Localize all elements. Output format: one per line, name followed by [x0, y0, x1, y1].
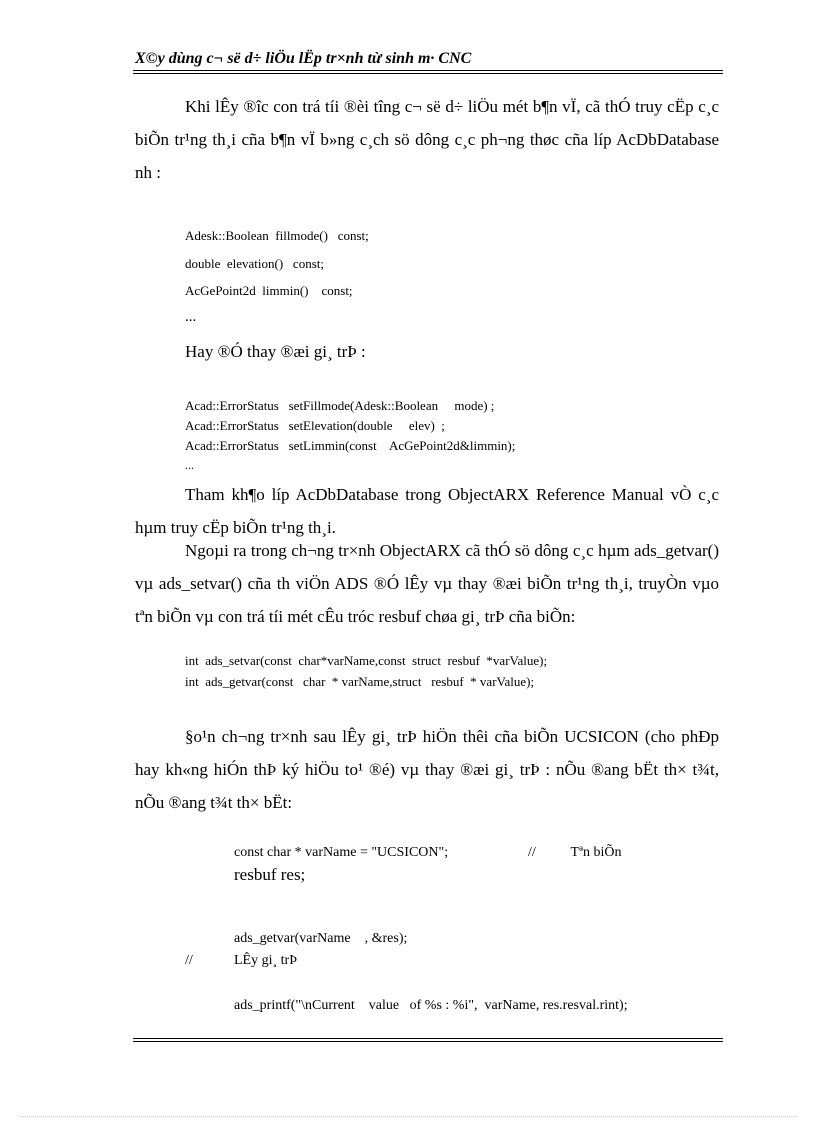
code-getter-1: Adesk::Boolean fillmode() const; — [185, 228, 369, 243]
page-header-title: X©y dùng c¬ së d÷ liÖu lËp tr×nh từ sinh m· CNC — [135, 50, 472, 67]
paragraph-ads-text: Ngoµi ra trong ch¬ng tr×nh ObjectARX cã thÓ sö dông c¸c hµm ads_getvar() vµ ads_setvar() cña th viÖn ADS ®Ó lÊy vµ thay ®æi biÕn tr¹ng th¸i, truyÒn vµo tªn biÕn vµ con trá tíi mét cÊu tróc resbuf chøa gi¸ trÞ cña biÕn: — [135, 541, 719, 626]
paragraph-sample — [135, 720, 719, 819]
footer-rule — [133, 1038, 723, 1042]
code-sample-line-3: ads_getvar(varName , &res); — [234, 931, 408, 946]
code-setter-1: Acad::ErrorStatus setFillmode(Adesk::Boolean mode) ; — [185, 398, 495, 413]
code-ads-getvar: int ads_getvar(const char * varName,struct resbuf * varValue); — [185, 674, 535, 689]
code-setter-2: Acad::ErrorStatus setElevation(double elev) ; — [185, 418, 445, 433]
page-bottom-edge — [20, 1116, 796, 1117]
code-setter-3: Acad::ErrorStatus setLimmin(const AcGePoint2d&limmin); — [185, 438, 516, 453]
code-sample-comment-2: LÊy gi¸ trÞ — [234, 953, 297, 968]
code-ellipsis-2: ... — [185, 458, 194, 472]
code-sample-line-4: ads_printf("\nCurrent value of %s : %i", varName, res.resval.rint); — [234, 998, 628, 1013]
paragraph-reference-text: Tham kh¶o líp AcDbDatabase trong ObjectARX Reference Manual vÒ c¸c hµm truy cËp biÕn tr¹ng th¸i. — [135, 485, 719, 537]
code-sample-comment-2-marker: // — [185, 953, 193, 968]
header-rule — [133, 70, 723, 74]
code-getter-2: double elevation() const; — [185, 256, 324, 271]
code-sample-comment-1: // Tªn biÕn — [528, 845, 622, 860]
paragraph-intro-text: Khi lÊy ®îc con trá tíi ®èi tîng c¬ së d÷ liÖu mét b¶n vÏ, cã thÓ truy cËp c¸c biÕn tr¹ng th¸i cña b¶n vÏ b»ng c¸ch sö dông c¸c ph¬ng thøc cña líp AcDbDatabase nh : — [135, 97, 719, 182]
paragraph-intro — [135, 90, 719, 189]
paragraph-ads — [135, 534, 719, 633]
paragraph-sample-text: §o¹n ch¬ng tr×nh sau lÊy gi¸ trÞ hiÖn thêi cña biÕn UCSICON (cho phÐp hay kh«ng hiÓn thÞ ký hiÖu to¹ ®é) vµ thay ®æi gi¸ trÞ : nÕu ®ang bËt th× t¾t, nÕu ®ang t¾t th× bËt: — [135, 727, 719, 812]
paragraph-hay: Hay ®Ó thay ®æi gi¸ trÞ : — [185, 342, 366, 361]
code-getter-3: AcGePoint2d limmin() const; — [185, 283, 353, 298]
code-ellipsis-1: ... — [185, 309, 197, 325]
code-ads-setvar: int ads_setvar(const char*varName,const struct resbuf *varValue); — [185, 653, 548, 668]
code-sample-line-1: const char * varName = "UCSICON"; — [234, 845, 449, 860]
code-sample-line-2: resbuf res; — [234, 865, 306, 884]
